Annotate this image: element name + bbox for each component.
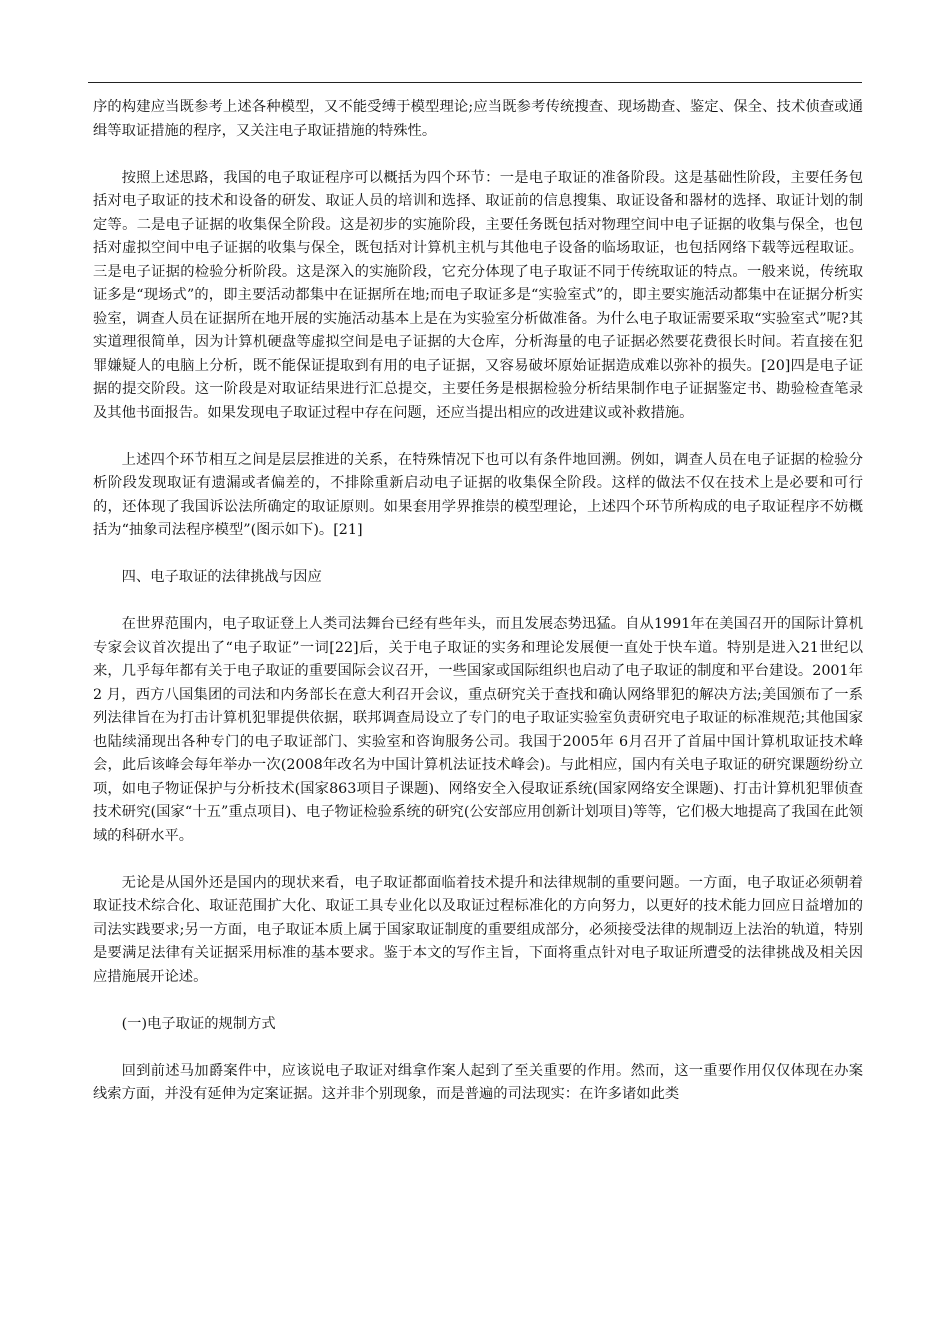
paragraph-continuation: 序的构建应当既参考上述各种模型，又不能受缚于模型理论;应当既参考传统搜查、现场勘查、鉴定、保全、技术侦查或通缉等取证措施的程序，又关注电子取证措施的特殊性。 [93, 99, 863, 139]
paragraph-challenges: 无论是从国外还是国内的现状来看，电子取证都面临着技术提升和法律规制的重要问题。一方面，电子取证必须朝着取证技术综合化、取证范围扩大化、取证工具专业化以及取证过程标准化的方向努力，以更好的技术能力回应日益增加的司法实践要求;另一方面，电子取证本质上属于国家取证制度的重要组成部分，必须接受法律的规制迈上法治的轨道，特别是要满足法律有关证据采用标准的基本要求。鉴于本文的写作主旨，下面将重点针对电子取证所遭受的法律挑战及相关因应措施展开论述。 [93, 874, 863, 985]
document-body [93, 96, 863, 1107]
paragraph-world-development: 在世界范围内，电子取证登上人类司法舞台已经有些年头，而且发展态势迅猛。自从1991年在美国召开的国际计算机专家会议首次提出了“电子取证”一词[22]后，关于电子取证的实务和理论发展便一直处于快车道。特别是进入21世纪以来，几乎每年都有关于电子取证的重要国际会议召开，一些国家或国际组织也启动了电子取证的制度和平台建设。2001年2 月，西方八国集团的司法和内务部长在意大利召开会议，重点研究关于查找和确认网络罪犯的解决方法;美国颁布了一系列法律旨在为打击计算机犯罪提供依据，联邦调查局设立了专门的电子取证实验室负责研究电子取证的标准规范;其他国家也陆续涌现出各种专门的电子取证部门、实验室和咨询服务公司。我国于2005年 6月召开了首届中国计算机取证技术峰会，此后该峰会每年举办一次(2008年改名为中国计算机法证技术峰会)。与此相应，国内有关电子取证的研究课题纷纷立项，如电子物证保护与分析技术(国家863项目子课题)、网络安全入侵取证系统(国家网络安全课题)、打击计算机犯罪侦查技术研究(国家“十五”重点项目)、电子物证检验系统的研究(公安部应用创新计划项目)等等，它们极大地提高了我国在此领域的科研水平。 [93, 616, 863, 844]
paragraph-stage-relations: 上述四个环节相互之间是层层推进的关系，在特殊情况下也可以有条件地回溯。例如，调查人员在电子证据的检验分析阶段发现取证有遗漏或者偏差的，不排除重新启动电子证据的收集保全阶段。这样的做法不仅在技术上是必要和可行的，还体现了我国诉讼法所确定的取证原则。如果套用学界推崇的模型理论，上述四个环节所构成的电子取证程序不妨概括为“抽象司法程序模型”(图示如下)。[21] [93, 451, 863, 538]
paragraph-case-review: 回到前述马加爵案件中，应该说电子取证对缉拿作案人起到了至关重要的作用。然而，这一重要作用仅仅体现在办案线索方面，并没有延伸为定案证据。这并非个别现象，而是普遍的司法现实：在许多诸如此类 [93, 1062, 863, 1102]
header-rule [88, 82, 862, 83]
paragraph-four-stages: 按照上述思路，我国的电子取证程序可以概括为四个环节：一是电子取证的准备阶段。这是基础性阶段，主要任务包括对电子取证的技术和设备的研发、取证人员的培训和选择、取证前的信息搜集、取证设备和器材的选择、取证计划的制定等。二是电子证据的收集保全阶段。这是初步的实施阶段，主要任务既包括对物理空间中电子证据的收集与保全，也包括对虚拟空间中电子证据的收集与保全，既包括对计算机主机与其他电子设备的临场取证，也包括网络下载等远程取证。三是电子证据的检验分析阶段。这是深入的实施阶段，它充分体现了电子取证不同于传统取证的特点。一般来说，传统取证多是“现场式”的，即主要活动都集中在证据所在地;而电子取证多是“实验室式”的，即主要实施活动都集中在证据分析实验室，调查人员在证据所在地开展的实施活动基本上是在为实验室分析做准备。为什么电子取证需要采取“实验室式”呢?其实道理很简单，因为计算机硬盘等虚拟空间是电子证据的大仓库，分析海量的电子证据必然要花费很长时间。若直接在犯罪嫌疑人的电脑上分析，既不能保证提取到有用的电子证据，又容易破坏原始证据造成难以弥补的损失。[20]四是电子证据的提交阶段。这一阶段是对取证结果进行汇总提交，主要任务是根据检验分析结果制作电子证据鉴定书、勘验检查笔录及其他书面报告。如果发现电子取证过程中存在问题，还应当提出相应的改进建议或补救措施。 [93, 169, 863, 421]
section-heading: 四、电子取证的法律挑战与因应 [121, 569, 322, 585]
subsection-heading: (一)电子取证的规制方式 [121, 1015, 276, 1032]
